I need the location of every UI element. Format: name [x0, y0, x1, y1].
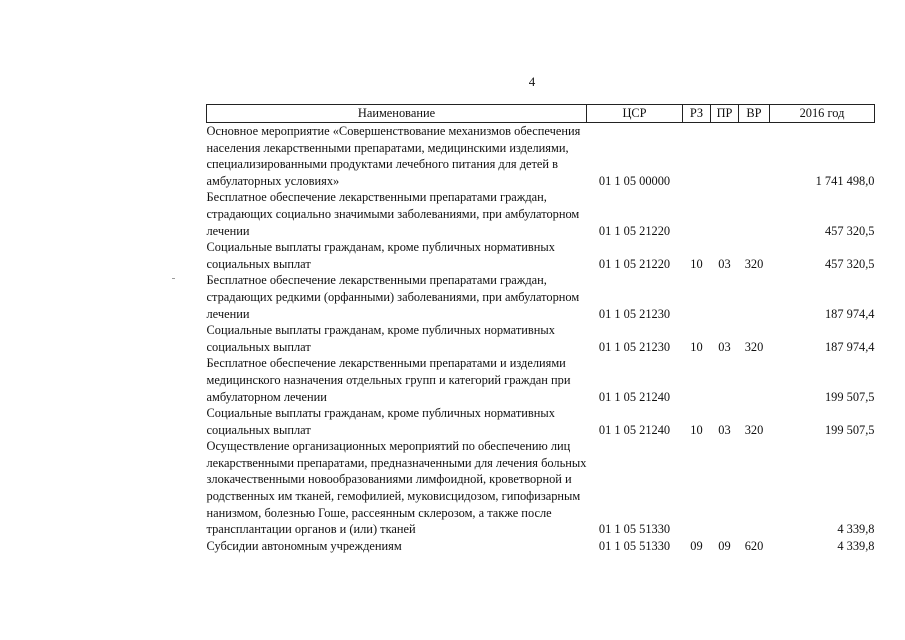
header-vr: ВР — [739, 105, 770, 123]
cell-rz — [683, 438, 711, 538]
table-row — [207, 239, 875, 272]
table-row — [207, 189, 875, 239]
cell-pr: 03 — [718, 339, 731, 354]
cell-pr: 03 — [718, 422, 731, 437]
cell-rz — [683, 123, 711, 190]
cell-csr: 01 1 05 51330 — [598, 538, 671, 553]
cell-sum: 187 974,4 — [824, 306, 875, 321]
cell-name: Основное мероприятие «Совершенствование механизмов обеспечения населения лекарственными препаратами, медицинскими изделиями, специализированными продуктами лечебного питания для детей в амбулаторных условиях» — [206, 124, 581, 188]
table-row — [207, 322, 875, 355]
scan-speck — [172, 278, 175, 279]
cell-pr — [711, 355, 739, 405]
cell-vr — [739, 355, 770, 405]
cell-csr: 01 1 05 21220 — [598, 223, 671, 238]
cell-name: Бесплатное обеспечение лекарственными препаратами граждан, страдающих редкими (орфанными) заболеваниями, при амбулаторном лечении — [206, 273, 580, 321]
cell-name: Бесплатное обеспечение лекарственными препаратами граждан, страдающих социально значимыми заболеваниями, при амбулаторном лечении — [206, 190, 580, 238]
cell-rz: 09 — [690, 538, 703, 553]
cell-rz: 10 — [690, 339, 703, 354]
cell-vr — [739, 189, 770, 239]
table-row — [207, 538, 875, 555]
cell-csr: 01 1 05 00000 — [598, 173, 671, 188]
cell-csr: 01 1 05 21230 — [598, 306, 671, 321]
cell-name: Социальные выплаты гражданам, кроме публичных нормативных социальных выплат — [206, 240, 555, 271]
header-row — [207, 105, 875, 123]
cell-sum: 457 320,5 — [824, 223, 875, 238]
page-number: 4 — [528, 74, 536, 89]
table-row — [207, 123, 875, 190]
cell-vr — [739, 438, 770, 538]
cell-sum: 4 339,8 — [837, 538, 875, 553]
cell-rz — [683, 272, 711, 322]
cell-pr: 09 — [718, 538, 731, 553]
cell-sum: 457 320,5 — [824, 256, 875, 271]
table-row — [207, 272, 875, 322]
cell-pr — [711, 272, 739, 322]
cell-name: Осуществление организационных мероприятий по обеспечению лиц лекарственными препаратами, предназначенными для лечения больных злокачественными новообразованиями лимфоидной, кроветворной и родственных им тканей, гемофилией, муковисцидозом, гипофизарным нанизмом, болезнью Гоше, рассеянным склерозом, а также после трансплантации органов и (или) тканей — [206, 439, 587, 537]
cell-name: Бесплатное обеспечение лекарственными препаратами и изделиями медицинского назначения отдельных групп и категорий граждан при амбулаторном лечении — [206, 356, 571, 404]
header-year: 2016 год — [770, 105, 875, 123]
cell-csr: 01 1 05 21230 — [598, 339, 671, 354]
table-row — [207, 438, 875, 538]
cell-vr: 320 — [744, 339, 764, 354]
budget-table — [206, 104, 875, 554]
budget-sheet — [206, 104, 874, 554]
cell-name: Социальные выплаты гражданам, кроме публичных нормативных социальных выплат — [206, 323, 555, 354]
cell-csr: 01 1 05 51330 — [598, 522, 671, 537]
header-pr: ПР — [711, 105, 739, 123]
cell-pr — [711, 123, 739, 190]
table-body — [207, 123, 875, 555]
cell-rz: 10 — [690, 256, 703, 271]
cell-name: Социальные выплаты гражданам, кроме публичных нормативных социальных выплат — [206, 406, 555, 437]
header-name: Наименование — [207, 105, 587, 123]
cell-vr — [739, 272, 770, 322]
cell-vr — [739, 123, 770, 190]
cell-csr: 01 1 05 21240 — [598, 422, 671, 437]
cell-rz — [683, 355, 711, 405]
cell-sum: 4 339,8 — [837, 522, 875, 537]
cell-pr — [711, 189, 739, 239]
cell-name: Субсидии автономным учреждениям — [206, 538, 402, 553]
cell-sum: 1 741 498,0 — [815, 173, 875, 188]
table-row — [207, 405, 875, 438]
cell-csr: 01 1 05 21240 — [598, 389, 671, 404]
header-csr: ЦСР — [587, 105, 683, 123]
cell-vr: 320 — [744, 256, 764, 271]
cell-pr — [711, 438, 739, 538]
table-row — [207, 355, 875, 405]
cell-sum: 199 507,5 — [824, 422, 875, 437]
cell-sum: 199 507,5 — [824, 389, 875, 404]
cell-pr: 03 — [718, 256, 731, 271]
header-rz: РЗ — [683, 105, 711, 123]
cell-rz — [683, 189, 711, 239]
cell-vr: 620 — [744, 538, 764, 553]
cell-rz: 10 — [690, 422, 703, 437]
cell-vr: 320 — [744, 422, 764, 437]
cell-csr: 01 1 05 21220 — [598, 256, 671, 271]
cell-sum: 187 974,4 — [824, 339, 875, 354]
